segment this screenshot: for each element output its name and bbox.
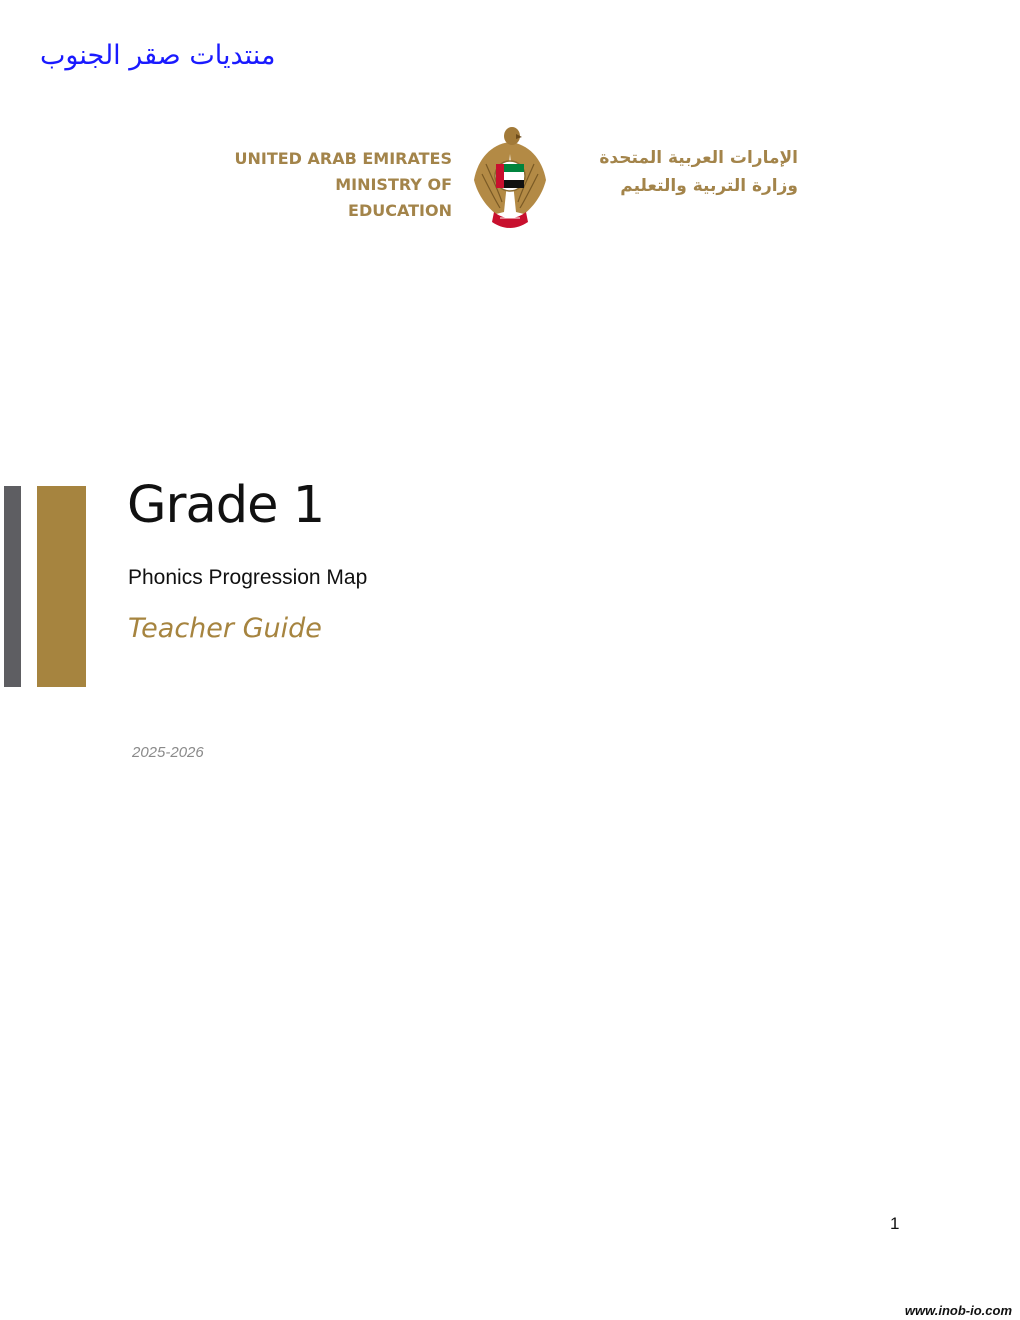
grade-title: Grade 1 (127, 476, 325, 535)
teacher-guide-label: Teacher Guide (128, 613, 322, 644)
ministry-header (228, 124, 798, 232)
page-number: 1 (890, 1214, 900, 1233)
ministry-name-english-line-2: MINISTRY OF EDUCATION (335, 175, 452, 220)
document-subtitle: Phonics Progression Map (128, 566, 368, 589)
decorative-gray-bar (4, 486, 21, 687)
ministry-name-english (228, 146, 452, 224)
decorative-gold-bar (37, 486, 86, 687)
ministry-name-arabic-line-1: الإمارات العربية المتحدة (599, 148, 798, 168)
footer-website: www.inob-io.com (904, 1303, 1012, 1318)
academic-year: 2025-2026 (132, 744, 204, 761)
ministry-name-arabic-line-2: وزارة التربية والتعليم (620, 176, 798, 196)
ministry-name-english-line-1: UNITED ARAB EMIRATES (234, 149, 452, 168)
uae-falcon-emblem-icon (470, 124, 550, 230)
ministry-name-arabic (570, 144, 798, 200)
forum-watermark: منتديات صقر الجنوب (40, 40, 276, 71)
